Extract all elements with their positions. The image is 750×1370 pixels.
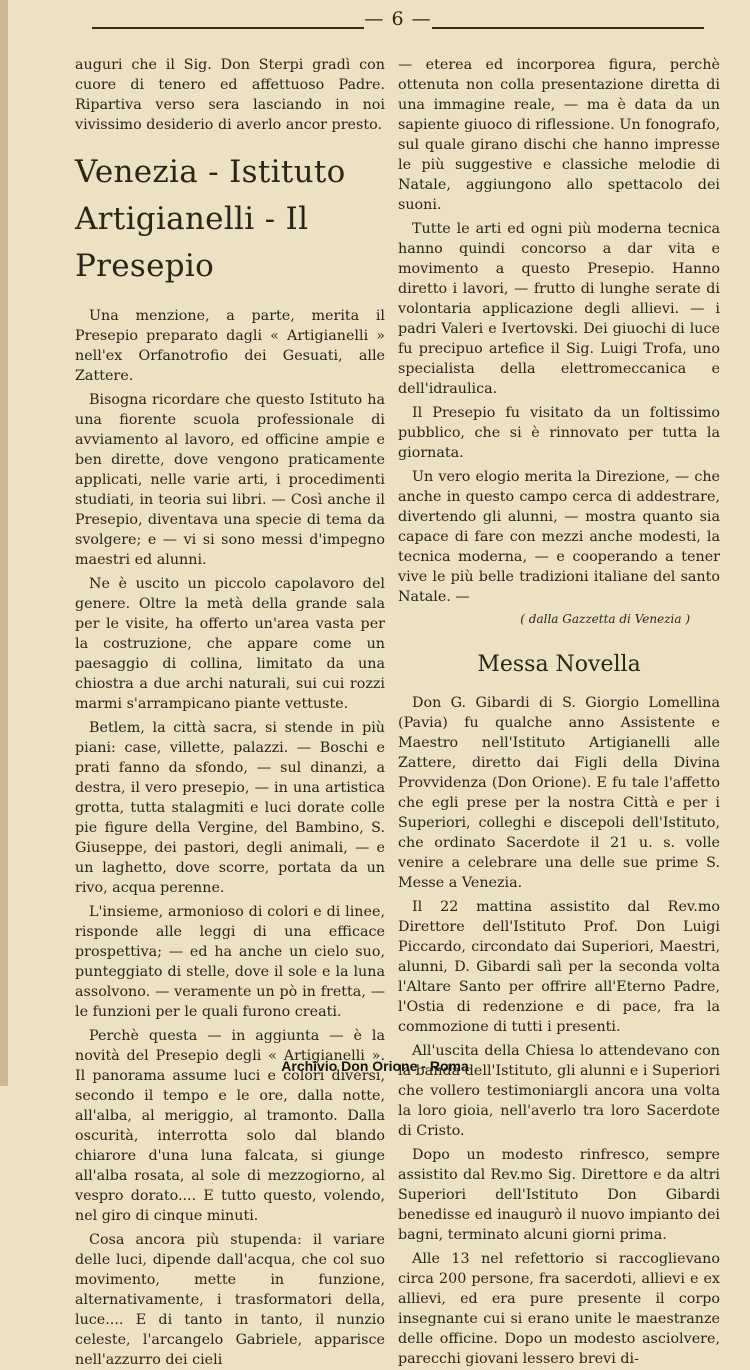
section-paragraph: All'uscita della Chiesa lo attendevano con la banda dell'Istituto, gli alunni e i Superiori che vollero testimoniargli ancora una volta la loro gioia, nell'averlo tra loro Sacerdote di Cristo.: [398, 1043, 720, 1139]
article-paragraph: Bisogna ricordare che questo Istituto ha una fiorente scuola professionale di avviamento al lavoro, ed officine ampie e ben dirette, dove vengono praticamente applicati, nelle varie arti, i procedimenti studiati, in teoria sui libri. — Così anche il Presepio, diventava una specie di tema da svolgere; e — vi si sono messi d'impegno maestri ed alunni.: [75, 392, 385, 568]
article-paragraph: L'insieme, armonioso di colori e di linee, risponde alle leggi di una efficace prospettiva; — ed ha anche un cielo suo, punteggiato di stelle, dove il sole e la luna assolvono. — veramente un pò in fretta, — le funzioni per le quali furono creati.: [75, 904, 385, 1020]
article-paragraph: Un vero elogio merita la Direzione, — che anche in questo campo cerca di addestrare, divertendo gli alunni, — mostra quanto sia capace di fare con mezzi anche modesti, la tecnica moderna, — e cooperando a tener vive le più belle tradizioni italiane del santo Natale. —: [398, 469, 720, 605]
left-column: [75, 55, 385, 1370]
intro-paragraph: auguri che il Sig. Don Sterpi gradì con cuore di tenero ed affettuoso Padre. Ripartiva verso sera lasciando in noi vivissimo desiderio di averlo ancor presto.: [75, 57, 385, 133]
section-paragraph: Il 22 mattina assistito dal Rev.mo Direttore dell'Istituto Prof. Don Luigi Piccardo, circondato dai Superiori, Maestri, alunni, D. Gibardi salì per la seconda volta l'Altare Santo per offrire all'Eterno Padre, l'Ostia di redenzione e di pace, fra la commozione di tutti i presenti.: [398, 899, 720, 1035]
section-title: Messa Novella: [477, 652, 641, 677]
article-paragraph: Cosa ancora più stupenda: il variare delle luci, dipende dall'acqua, che col suo movimento, mette in funzione, alternativamente, i trasformatori della, luce.... E di tanto in tanto, il nunzio celeste, l'arcangelo Gabriele, apparisce nell'azzurro dei cieli: [75, 1232, 385, 1368]
article-paragraph: Betlem, la città sacra, si stende in più piani: case, villette, palazzi. — Boschi e prati fanno da sfondo, — sul dinanzi, a destra, il vero presepio, — in una artistica grotta, tutta stalagmiti e luci dorate colle pie figure della Vergine, del Bambino, S. Giuseppe, dei pastori, degli animali, — e un laghetto, dove scorre, portata da un rivo, acqua perenne.: [75, 720, 385, 896]
right-column: [398, 55, 720, 1369]
article-paragraph: Ne è uscito un piccolo capolavoro del genere. Oltre la metà della grande sala per le visite, ha offerto un'area vasta per la costruzione, che appare come un paesaggio di collina, limitato da una chiostra a due archi naturali, sui cui rozzi marmi s'arrampicano piante vettuste.: [75, 576, 385, 712]
header-rule-right: [432, 27, 704, 29]
header-rule-left: [92, 27, 364, 29]
article-paragraph: Tutte le arti ed ogni più moderna tecnica hanno quindi concorso a dar vita e movimento a questo Presepio. Hanno diretto i lavori, — frutto di lunghe serate di volontaria applicazione degli allievi. — i padri Valeri e Ivertovski. Dei giuochi di luce fu precipuo artefice il Sig. Luigi Trofa, uno specialista della elettromeccanica e dell'idraulica.: [398, 221, 720, 397]
source-citation: ( dalla Gazzetta di Venezia ): [520, 612, 690, 626]
article-title: Venezia - Istituto Artigianelli - Il Presepio: [75, 154, 346, 284]
article-paragraph: — eterea ed incorporea figura, perchè ottenuta non colla presentazione diretta di una immagine reale, — ma è data da un sapiente giuoco di riflessione. Un fonografo, sul quale girano dischi che hanno impresse le più suggestive e classiche melodie di Natale, aggiungono allo spettacolo dei suoni.: [398, 57, 720, 213]
archive-footer: Archivio Don Orione - Roma: [281, 1058, 469, 1074]
section-paragraph: Don G. Gibardi di S. Giorgio Lomellina (Pavia) fu qualche anno Assistente e Maestro nell'Istituto Artigianelli alle Zattere, diretto dai Figli della Divina Provvidenza (Don Orione). E fu tale l'affetto che egli prese per la nostra Città e per i Superiori, colleghi e discepoli dell'Istituto, che ordinato Sacerdote il 21 u. s. volle venire a celebrare una delle sue prime S. Messe a Venezia.: [398, 695, 720, 891]
article-paragraph: Il Presepio fu visitato da un foltissimo pubblico, che si è rinnovato per tutta la giornata.: [398, 405, 720, 461]
page-number: — 6 —: [364, 8, 432, 30]
section-paragraph: Dopo un modesto rinfresco, sempre assistito dal Rev.mo Sig. Direttore e da altri Superiori dell'Istituto Don Gibardi benedisse ed inaugurò il nuovo impianto dei bagni, terminato alcuni giorni prima.: [398, 1147, 720, 1243]
page-edge: [0, 0, 8, 1086]
article-paragraph: Perchè questa — in aggiunta — è la novità del Presepio degli « Artigianelli ». Il panorama assume luci e colori diversi, secondo il tempo e le ore, dalla notte, all'alba, al meriggio, al tramonto. Dalla oscurità, interrotta solo dal blando chiarore d'una luna falcata, si giunge all'alba rosata, al sole di mezzogiorno, al vespro dorato.... E tutto questo, volendo, nel giro di cinque minuti.: [75, 1028, 385, 1224]
section-paragraph: Alle 13 nel refettorio si raccoglievano circa 200 persone, fra sacerdoti, allievi e ex allievi, ed era pure presente il corpo insegnante cui si erano unite le maestranze delle officine. Dopo un modesto asciolvere, parecchi giovani lessero brevi di-: [398, 1251, 720, 1367]
article-paragraph: Una menzione, a parte, merita il Presepio preparato dagli « Artigianelli » nell'ex Orfanotrofio dei Gesuati, alle Zattere.: [75, 308, 385, 384]
